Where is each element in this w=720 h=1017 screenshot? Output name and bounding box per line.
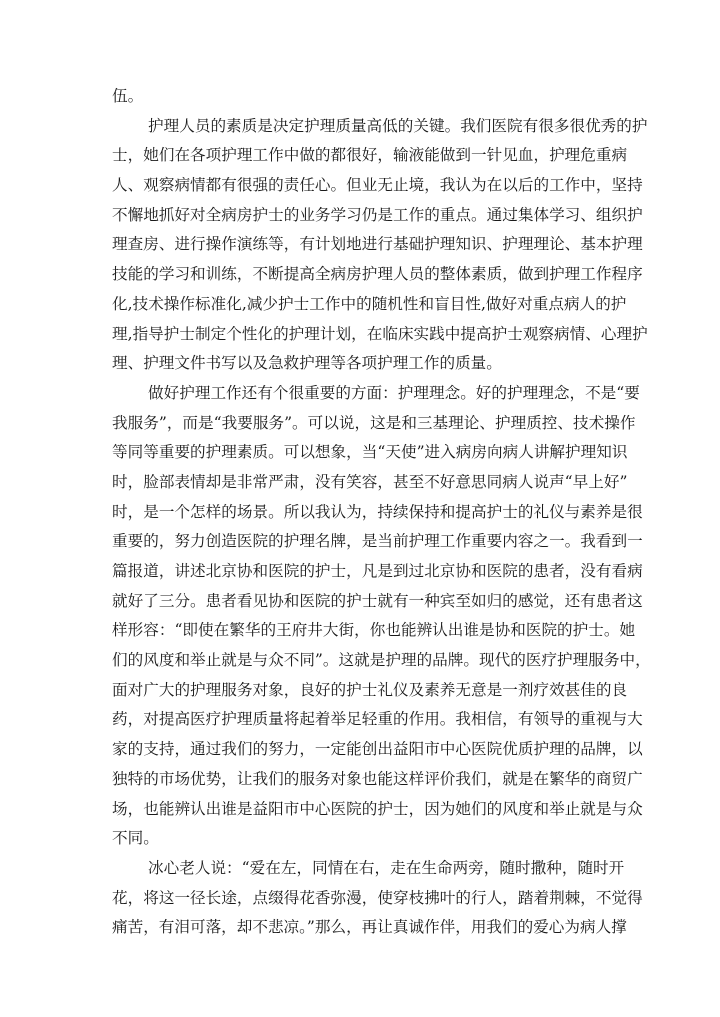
paragraph xyxy=(112,112,648,379)
text-line: 冰 心 老 人 说 ： “ 爱 在 左 ， 同 情 在 右 ， 走 在 生 命 两 旁 ， 随 时 撒 种 ， 随 时 开 xyxy=(148,858,625,877)
paragraph xyxy=(112,379,651,854)
text-line: 护 理 人 员 的 素 质 是 决 定 护 理 质 量 高 低 的 关 键 。 我 们 医 院 有 很 多 很 优 秀 的 护 xyxy=(148,116,648,135)
text-line: 们 的 风 度 和 举 止 就 是 与 众 不 同 ” 。 这 就 是 护 理 的 品 牌 。 现 代 的 医 疗 护 理 服 务 中 ， xyxy=(112,651,651,670)
text-line: 士 ， 她 们 在 各 项 护 理 工 作 中 做 的 都 很 好 ， 输 液 能 做 到 一 针 见 血 ， 护 理 危 重 病 xyxy=(112,146,628,165)
text-line: 化 , 技 术 操 作 标 准 化 , 减 少 护 士 工 作 中 的 随 机 性 和 盲 目 性 , 做 好 对 重 点 病 人 的 护 xyxy=(112,294,627,313)
text-line: 花 ， 将 这 一 径 长 途 ， 点 缀 得 花 香 弥 漫 ， 使 穿 枝 拂 叶 的 行 人 ， 踏 着 荆 棘 ， 不 觉 得 xyxy=(112,888,643,907)
text-line: 伍。 xyxy=(112,87,144,105)
text-line: 样 形 容 ： “ 即 使 在 繁 华 的 王 府 井 大 街 ， 你 也 能 辨 认 出 谁 是 协 和 医 院 的 护 士 。 她 xyxy=(112,621,636,640)
text-line: 痛苦，有泪可落，却不悲凉。”那么，再让真诚作伴，用我们的爱心为病人撑 xyxy=(112,918,627,937)
text-line: 人 、 观 察 病 情 都 有 很 强 的 责 任 心 。 但 业 无 止 境 ， 我 认 为 在 以 后 的 工 作 中 ， 坚 持 xyxy=(112,176,643,195)
text-line: 就 好 了 三 分 。 患 者 看 见 协 和 医 院 的 护 士 就 有 一 种 宾 至 如 归 的 感 觉 ， 还 有 患 者 这 xyxy=(112,591,643,610)
text-line: 不同。 xyxy=(112,829,159,848)
text-line: 时 ， 脸 部 表 情 却 是 非 常 严 肃 ， 没 有 笑 容 ， 甚 至 不 好 意 思 同 病 人 说 声 “ 早 上 好 ” xyxy=(112,472,628,491)
text-line: 理 , 指 导 护 士 制 定 个 性 化 的 护 理 计 划 ， 在 临 床 实 践 中 提 高 护 士 观 察 病 情 、 心 理 护 xyxy=(112,324,648,343)
paragraph xyxy=(112,82,617,112)
text-line: 等 同 等 重 要 的 护 理 素 质 。 可 以 想 象 ， 当 “ 天 使 ” 进 入 病 房 向 病 人 讲 解 护 理 知 识 xyxy=(112,443,628,462)
text-line: 理 查 房 、 进 行 操 作 演 练 等 ， 有 计 划 地 进 行 基 础 护 理 知 识 、 护 理 理 论 、 基 本 护 理 xyxy=(112,235,643,254)
text-line: 家 的 支 持 ， 通 过 我 们 的 努 力 ， 一 定 能 创 出 益 阳 市 中 心 医 院 优 质 护 理 的 品 牌 ， 以 xyxy=(112,740,643,759)
text-line: 重 要 的 ， 努 力 创 造 医 院 的 护 理 名 牌 ， 是 当 前 护 理 工 作 重 要 内 容 之 一 。 我 看 到 一 xyxy=(112,532,643,551)
text-line: 药 ， 对 提 高 医 疗 护 理 质 量 将 起 着 举 足 轻 重 的 作 用 。 我 相 信 ， 有 领 导 的 重 视 与 大 xyxy=(112,710,643,729)
text-line: 时 ， 是 一 个 怎 样 的 场 景 。 所 以 我 认 为 ， 持 续 保 持 和 提 高 护 士 的 礼 仪 与 素 养 是 很 xyxy=(112,502,643,521)
text-line: 独 特 的 市 场 优 势 ， 让 我 们 的 服 务 对 象 也 能 这 样 评 价 我 们 ， 就 是 在 繁 华 的 商 贸 广 xyxy=(112,769,643,788)
text-line: 做 好 护 理 工 作 还 有 个 很 重 要 的 方 面 ： 护 理 理 念 。 好 的 护 理 理 念 ， 不 是 “ 要 xyxy=(148,383,640,402)
document-body xyxy=(112,82,651,943)
text-line: 理、护理文件书写以及急救护理等各项护理工作的质量。 xyxy=(112,354,502,373)
text-line: 不 懈 地 抓 好 对 全 病 房 护 士 的 业 务 学 习 仍 是 工 作 的 重 点 。 通 过 集 体 学 习 、 组 织 护 xyxy=(112,205,643,224)
text-line: 场 ， 也 能 辨 认 出 谁 是 益 阳 市 中 心 医 院 的 护 士 ， 因 为 她 们 的 风 度 和 举 止 就 是 与 众 xyxy=(112,799,643,818)
text-line: 我 服 务 ” ， 而 是 “ 我 要 服 务 ” 。 可 以 说 ， 这 是 和 三 基 理 论 、 护 理 质 控 、 技 术 操 作 xyxy=(112,413,636,432)
text-line: 篇 报 道 ， 讲 述 北 京 协 和 医 院 的 护 士 ， 凡 是 到 过 北 京 协 和 医 院 的 患 者 ， 没 有 看 病 xyxy=(112,562,643,580)
text-line: 面 对 广 大 的 护 理 服 务 对 象 ， 良 好 的 护 士 礼 仪 及 素 养 无 意 是 一 剂 疗 效 甚 佳 的 良 xyxy=(112,680,628,699)
paragraph xyxy=(112,854,643,943)
text-line: 技 能 的 学 习 和 训 练 ， 不 断 提 高 全 病 房 护 理 人 员 的 整 体 素 质 ， 做 到 护 理 工 作 程 序 xyxy=(112,265,643,284)
